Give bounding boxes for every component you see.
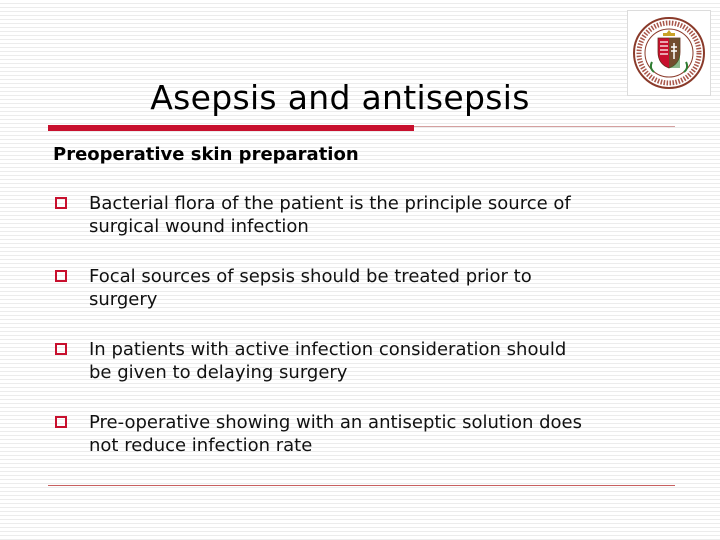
university-seal-icon [632,16,706,90]
hollow-square-icon [55,343,67,355]
hollow-square-icon [55,270,67,282]
list-item [52,338,692,384]
bullet-list [52,192,692,457]
bullet-line: In patients with active infection consideration should [89,339,567,360]
bullet-line: surgical wound infection [89,216,309,237]
list-item [52,265,692,311]
bullet-line: be given to delaying surgery [89,362,348,383]
slide-subtitle: Preoperative skin preparation [53,144,359,165]
bullet-line: not reduce infection rate [89,435,313,456]
footer-divider [48,485,675,486]
hollow-square-icon [55,197,67,209]
bullet-line: Focal sources of sepsis should be treated prior to [89,266,532,287]
hollow-square-icon [55,416,67,428]
list-item [52,192,692,238]
bullet-line: Pre-operative showing with an antiseptic solution does [89,412,582,433]
slide-title: Asepsis and antisepsis [150,78,530,117]
university-seal-logo [627,10,711,96]
list-item [52,411,692,457]
title-underline-accent [48,125,414,131]
bullet-line: surgery [89,289,158,310]
bullet-line: Bacterial flora of the patient is the principle source of [89,193,571,214]
title-underline-thin [414,126,675,127]
